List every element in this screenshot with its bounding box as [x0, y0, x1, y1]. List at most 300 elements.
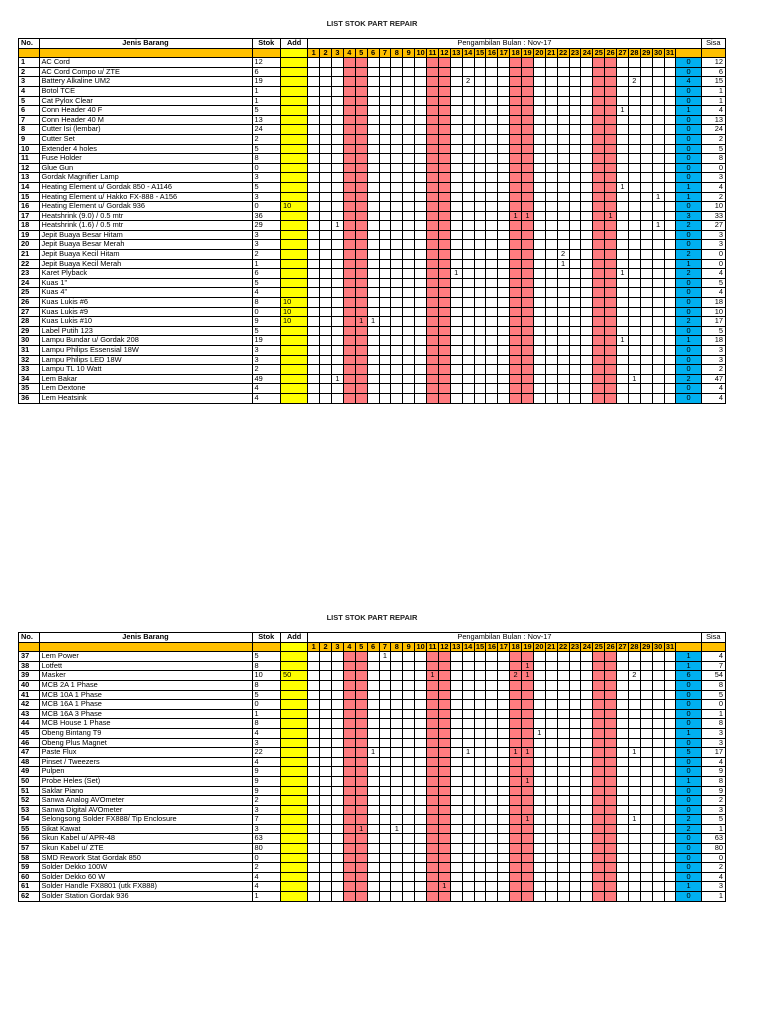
day-cell [617, 221, 629, 231]
day-cell: 1 [379, 652, 391, 662]
day-cell [569, 298, 581, 308]
day-cell [498, 824, 510, 834]
day-cell [640, 67, 652, 77]
day-cell [652, 288, 664, 298]
day-cell [581, 298, 593, 308]
day-cell [652, 211, 664, 221]
day-cell [628, 853, 640, 863]
day-cell [533, 259, 545, 269]
day-cell [640, 374, 652, 384]
day-cell [545, 134, 557, 144]
day-cell [498, 259, 510, 269]
day-cell [557, 192, 569, 202]
day-cell [652, 77, 664, 87]
day-cell [438, 346, 450, 356]
day-cell [533, 805, 545, 815]
day-cell [640, 182, 652, 192]
day-cell [557, 824, 569, 834]
item-total: 0 [676, 278, 701, 288]
row-no: 3 [19, 77, 40, 87]
day-cell [415, 757, 427, 767]
day-cell [593, 882, 605, 892]
item-sisa: 47 [701, 374, 725, 384]
day-cell [545, 58, 557, 68]
day-cell [320, 326, 332, 336]
day-cell [450, 240, 462, 250]
day-cell [605, 192, 617, 202]
day-cell [438, 700, 450, 710]
day-cell [427, 374, 439, 384]
day-cell [498, 892, 510, 902]
day-cell [403, 221, 415, 231]
day-cell [462, 202, 474, 212]
day-cell [427, 853, 439, 863]
day-cell [640, 86, 652, 96]
day-cell [545, 776, 557, 786]
item-name: MCB 2A 1 Phase [39, 680, 252, 690]
day-cell [450, 844, 462, 854]
day-cell [664, 240, 676, 250]
day-cell [569, 805, 581, 815]
day-cell [403, 346, 415, 356]
day-cell [640, 738, 652, 748]
day-cell [427, 77, 439, 87]
day-cell [605, 250, 617, 260]
day-cell [320, 815, 332, 825]
day-cell [593, 824, 605, 834]
day-cell [605, 671, 617, 681]
day-cell [581, 77, 593, 87]
day-cell [605, 863, 617, 873]
day-cell [533, 298, 545, 308]
day-cell [545, 834, 557, 844]
day-cell [427, 652, 439, 662]
day-cell [581, 815, 593, 825]
day-cell [486, 134, 498, 144]
day-cell [486, 365, 498, 375]
table-row [19, 115, 726, 125]
day-cell [593, 786, 605, 796]
day-cell: 1 [332, 374, 344, 384]
day-cell [355, 182, 367, 192]
day-cell [557, 346, 569, 356]
day-cell [415, 872, 427, 882]
table-row [19, 863, 726, 873]
day-cell [474, 96, 486, 106]
day-cell [343, 863, 355, 873]
day-cell [367, 230, 379, 240]
day-cell [450, 86, 462, 96]
day-header: 19 [523, 48, 532, 57]
day-cell [391, 834, 403, 844]
day-cell [593, 384, 605, 394]
day-cell [367, 278, 379, 288]
day-cell [438, 796, 450, 806]
day-cell [605, 259, 617, 269]
day-cell [438, 202, 450, 212]
row-no: 42 [19, 700, 40, 710]
day-cell [391, 144, 403, 154]
day-cell [391, 796, 403, 806]
day-cell [652, 892, 664, 902]
day-cell [320, 365, 332, 375]
day-cell [510, 834, 522, 844]
item-total: 2 [676, 824, 701, 834]
day-cell [462, 278, 474, 288]
day-cell [605, 853, 617, 863]
day-cell [569, 182, 581, 192]
day-cell [379, 336, 391, 346]
day-cell [533, 230, 545, 240]
day-cell [332, 393, 344, 403]
day-cell [474, 67, 486, 77]
day-cell [355, 872, 367, 882]
day-cell [320, 250, 332, 260]
day-cell [403, 144, 415, 154]
day-cell [403, 824, 415, 834]
day-cell [391, 106, 403, 116]
day-cell [355, 355, 367, 365]
day-cell [415, 307, 427, 317]
day-cell [557, 728, 569, 738]
day-cell [664, 374, 676, 384]
day-cell [391, 805, 403, 815]
day-cell [628, 96, 640, 106]
item-stok: 2 [252, 796, 280, 806]
day-header: 22 [558, 48, 568, 57]
day-cell [652, 853, 664, 863]
day-cell [510, 298, 522, 308]
item-add [280, 240, 307, 250]
day-cell [486, 652, 498, 662]
day-cell [557, 326, 569, 336]
day-cell [510, 278, 522, 288]
day-cell [569, 690, 581, 700]
item-stok: 22 [252, 748, 280, 758]
row-no: 20 [19, 240, 40, 250]
day-cell [545, 738, 557, 748]
day-cell [569, 844, 581, 854]
item-stok: 13 [252, 115, 280, 125]
item-name: Kuas 4" [39, 288, 252, 298]
day-cell [498, 288, 510, 298]
item-total: 0 [676, 853, 701, 863]
item-total: 2 [676, 221, 701, 231]
day-cell [498, 163, 510, 173]
day-cell [355, 805, 367, 815]
day-cell [450, 374, 462, 384]
day-cell [581, 240, 593, 250]
day-cell [486, 680, 498, 690]
day-cell [332, 182, 344, 192]
day-cell [462, 67, 474, 77]
day-cell [510, 393, 522, 403]
day-cell [628, 202, 640, 212]
day-cell [438, 77, 450, 87]
day-cell [664, 863, 676, 873]
day-cell [498, 671, 510, 681]
item-sisa: 0 [701, 853, 725, 863]
day-cell [664, 202, 676, 212]
day-cell [522, 757, 534, 767]
item-add [280, 355, 307, 365]
row-no: 45 [19, 728, 40, 738]
day-cell [427, 250, 439, 260]
item-name: Heating Element u/ Gordak 936 [39, 202, 252, 212]
day-cell [355, 336, 367, 346]
item-total: 3 [676, 211, 701, 221]
day-cell: 1 [355, 317, 367, 327]
day-cell [522, 278, 534, 288]
day-cell [593, 192, 605, 202]
day-cell [367, 134, 379, 144]
day-cell [367, 796, 379, 806]
day-cell [438, 824, 450, 834]
day-cell [652, 824, 664, 834]
day-cell [320, 728, 332, 738]
day-cell [379, 125, 391, 135]
day-cell [545, 346, 557, 356]
day-cell [510, 202, 522, 212]
item-stok: 2 [252, 250, 280, 260]
row-no: 40 [19, 680, 40, 690]
day-cell [332, 125, 344, 135]
day-cell [522, 154, 534, 164]
row-no: 10 [19, 144, 40, 154]
day-cell [438, 250, 450, 260]
day-cell [522, 853, 534, 863]
item-name: Cutter Isi (lembar) [39, 125, 252, 135]
day-cell [343, 269, 355, 279]
day-cell [522, 805, 534, 815]
day-cell [569, 786, 581, 796]
day-cell [474, 757, 486, 767]
day-cell [533, 748, 545, 758]
day-cell [367, 776, 379, 786]
day-cell [617, 298, 629, 308]
day-cell [557, 355, 569, 365]
day-cell [628, 134, 640, 144]
table-row [19, 709, 726, 719]
table-row [19, 661, 726, 671]
day-cell [308, 719, 320, 729]
day-cell [498, 77, 510, 87]
item-sisa: 4 [701, 182, 725, 192]
day-cell [462, 346, 474, 356]
day-cell [438, 125, 450, 135]
item-add: 10 [280, 317, 307, 327]
day-cell [308, 872, 320, 882]
day-cell [557, 96, 569, 106]
header-row [19, 633, 726, 643]
item-total: 0 [676, 86, 701, 96]
day-cell [427, 106, 439, 116]
item-sisa: 0 [701, 163, 725, 173]
day-cell [355, 346, 367, 356]
item-name: Lampu Bundar u/ Gordak 208 [39, 336, 252, 346]
day-cell [450, 690, 462, 700]
day-cell [462, 374, 474, 384]
day-cell [557, 738, 569, 748]
row-no: 53 [19, 805, 40, 815]
day-cell [355, 144, 367, 154]
day-cell [522, 144, 534, 154]
day-cell [355, 58, 367, 68]
day-cell [403, 326, 415, 336]
item-name: Conn Header 40 F [39, 106, 252, 116]
table-row [19, 374, 726, 384]
day-cell [522, 317, 534, 327]
table-row [19, 815, 726, 825]
item-sisa: 54 [701, 671, 725, 681]
table-row [19, 834, 726, 844]
day-cell [640, 202, 652, 212]
item-stok: 3 [252, 805, 280, 815]
day-header: 5 [355, 642, 367, 652]
day-cell [486, 393, 498, 403]
day-cell [391, 892, 403, 902]
day-cell [427, 824, 439, 834]
day-cell [569, 202, 581, 212]
day-cell [308, 709, 320, 719]
day-cell [605, 652, 617, 662]
day-cell [486, 786, 498, 796]
day-cell [474, 709, 486, 719]
day-cell [391, 728, 403, 738]
day-cell [617, 211, 629, 221]
day-cell [605, 882, 617, 892]
day-header-row [19, 48, 726, 58]
day-cell [427, 298, 439, 308]
day-cell [593, 365, 605, 375]
item-sisa: 5 [701, 278, 725, 288]
day-cell [343, 786, 355, 796]
day-cell [332, 767, 344, 777]
day-cell [343, 690, 355, 700]
item-add [280, 134, 307, 144]
day-cell [355, 106, 367, 116]
day-cell [332, 805, 344, 815]
day-cell [581, 144, 593, 154]
day-cell [557, 853, 569, 863]
day-cell [557, 336, 569, 346]
day-cell [664, 298, 676, 308]
day-cell [652, 757, 664, 767]
day-cell [450, 863, 462, 873]
day-cell [640, 163, 652, 173]
day-cell [557, 365, 569, 375]
item-total: 4 [676, 77, 701, 87]
day-cell [640, 326, 652, 336]
day-cell [605, 786, 617, 796]
day-header: 23 [570, 642, 580, 651]
col-header-add: Add [280, 633, 307, 643]
day-cell [462, 700, 474, 710]
day-cell [617, 709, 629, 719]
item-add: 10 [280, 298, 307, 308]
day-cell [438, 393, 450, 403]
day-cell [415, 269, 427, 279]
day-cell [498, 690, 510, 700]
day-cell [355, 728, 367, 738]
row-no: 14 [19, 182, 40, 192]
day-cell [462, 355, 474, 365]
item-stok: 9 [252, 317, 280, 327]
day-cell [379, 872, 391, 882]
table-row [19, 259, 726, 269]
day-cell [343, 834, 355, 844]
item-total: 1 [676, 192, 701, 202]
day-cell [391, 872, 403, 882]
col-header-month: Pengambilan Bulan : Nov-17 [308, 39, 701, 49]
item-total: 1 [676, 336, 701, 346]
day-cell [498, 882, 510, 892]
day-cell [320, 824, 332, 834]
item-name: Solder Dekko 60 W [39, 872, 252, 882]
day-cell [652, 738, 664, 748]
day-cell [308, 815, 320, 825]
item-add [280, 125, 307, 135]
day-cell [355, 96, 367, 106]
day-cell [403, 86, 415, 96]
day-cell [355, 211, 367, 221]
item-stok: 1 [252, 892, 280, 902]
table-row [19, 824, 726, 834]
item-add [280, 872, 307, 882]
day-cell [438, 144, 450, 154]
day-cell [664, 824, 676, 834]
day-cell [545, 259, 557, 269]
day-cell [415, 77, 427, 87]
item-name: Fuse Holder [39, 154, 252, 164]
item-sisa: 12 [701, 58, 725, 68]
day-cell [332, 365, 344, 375]
item-stok: 4 [252, 872, 280, 882]
day-cell [628, 834, 640, 844]
day-cell [367, 815, 379, 825]
item-total: 1 [676, 182, 701, 192]
item-stok: 19 [252, 336, 280, 346]
day-cell [533, 892, 545, 902]
day-cell [332, 259, 344, 269]
day-header: 8 [391, 642, 403, 652]
item-add [280, 173, 307, 183]
day-cell [605, 384, 617, 394]
day-cell [664, 221, 676, 231]
day-cell [533, 834, 545, 844]
day-cell [355, 221, 367, 231]
day-cell [367, 824, 379, 834]
day-cell [533, 96, 545, 106]
day-cell [605, 844, 617, 854]
day-cell [462, 298, 474, 308]
day-header: 4 [343, 48, 355, 58]
day-cell [367, 288, 379, 298]
day-cell [652, 355, 664, 365]
table-row [19, 336, 726, 346]
item-add [280, 230, 307, 240]
day-cell [403, 805, 415, 815]
day-cell [403, 365, 415, 375]
table-row [19, 192, 726, 202]
day-cell [617, 317, 629, 327]
day-cell [557, 844, 569, 854]
day-cell [545, 182, 557, 192]
item-total: 0 [676, 863, 701, 873]
day-cell [415, 173, 427, 183]
row-no: 16 [19, 202, 40, 212]
day-cell [569, 144, 581, 154]
